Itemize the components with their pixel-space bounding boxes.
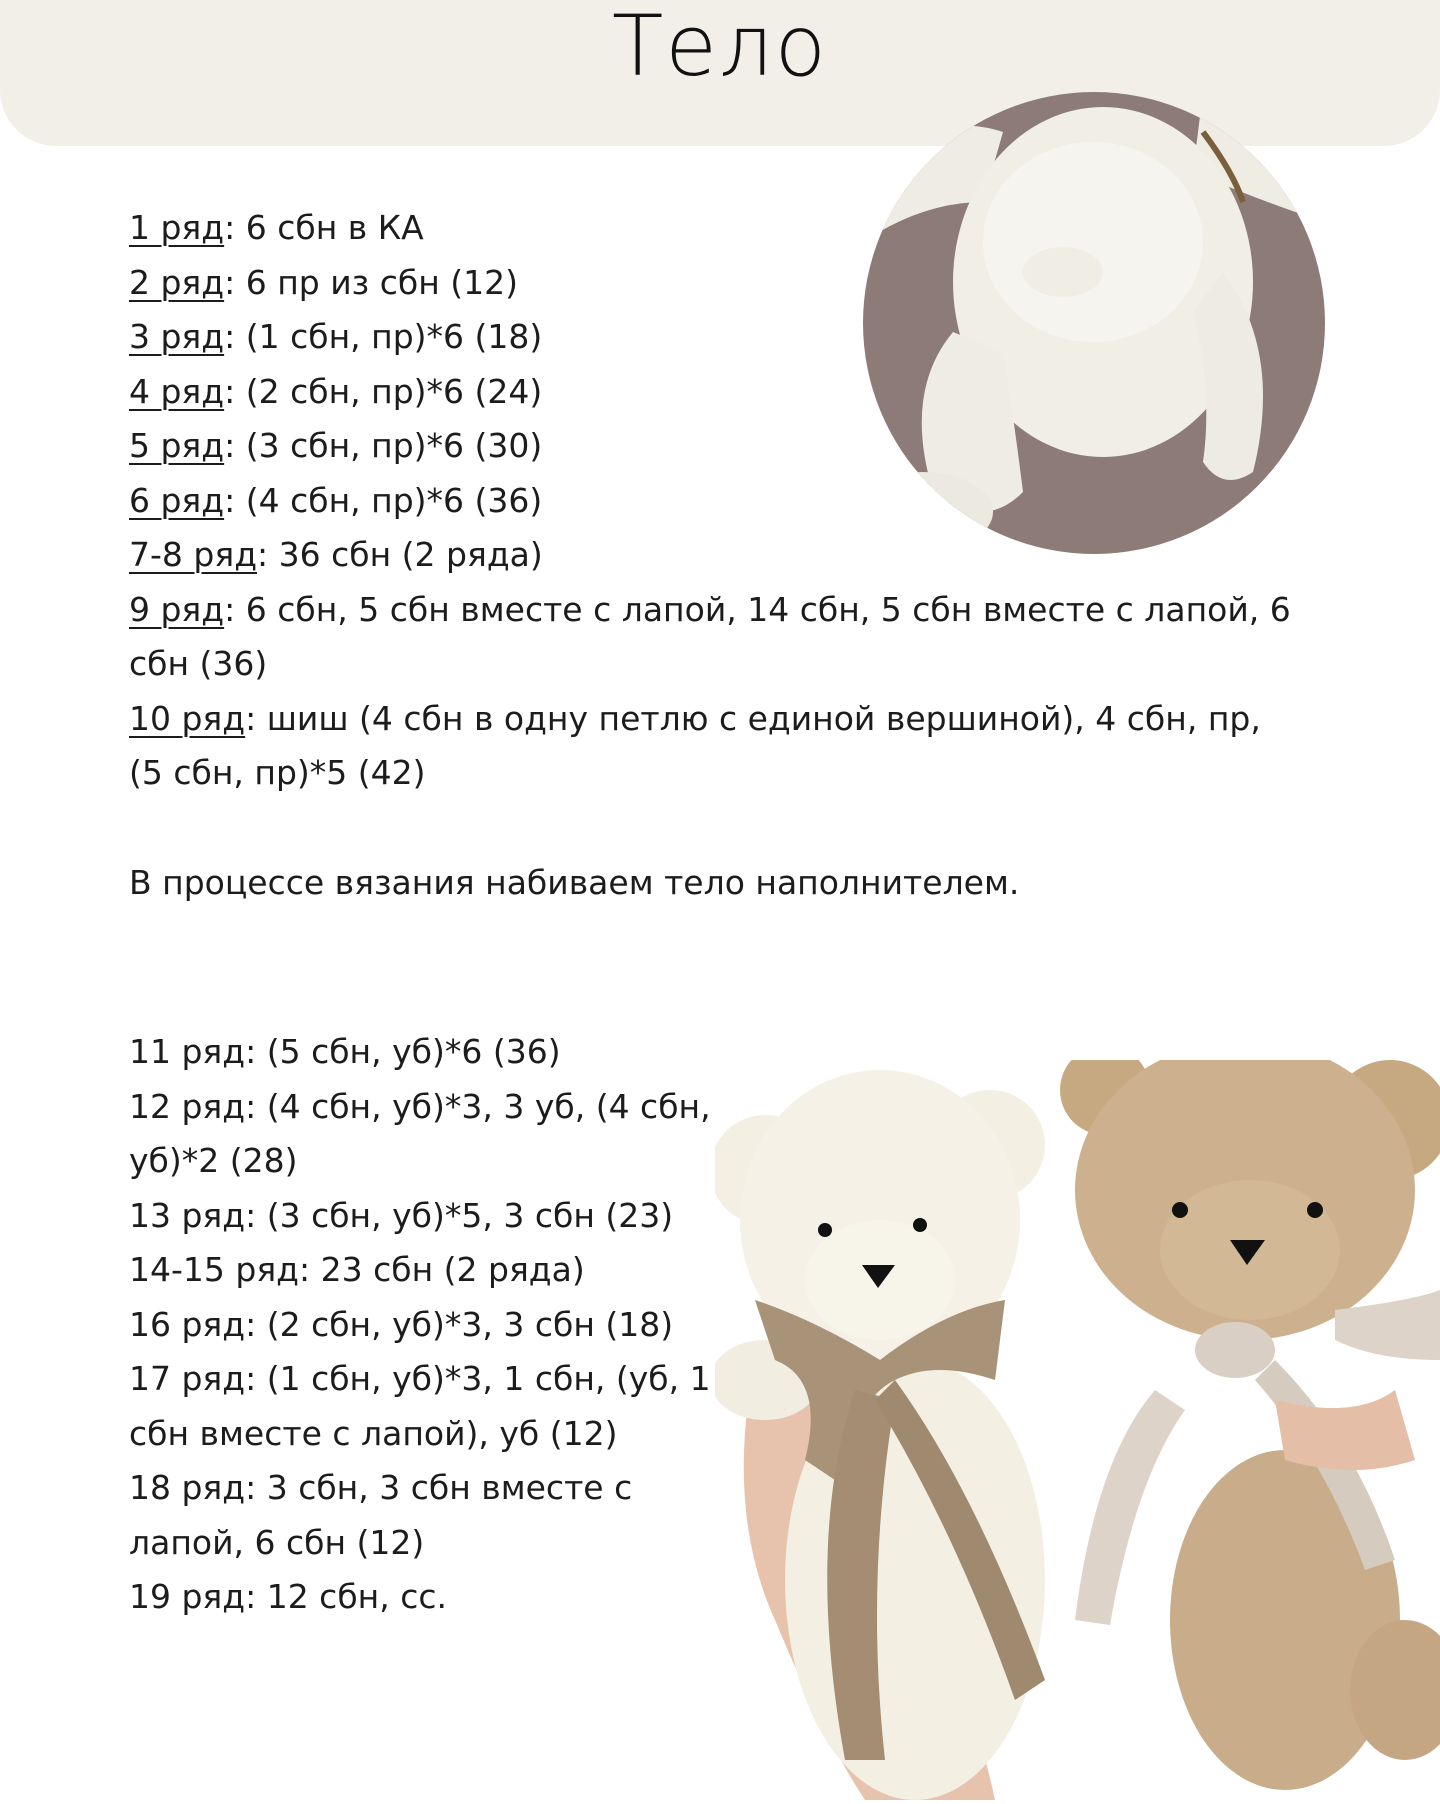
row-label: 1 ряд: [129, 208, 225, 247]
row-text: : 6 сбн в КА: [224, 208, 424, 247]
bears-photo: [715, 1060, 1440, 1800]
row-line: [129, 419, 1329, 474]
row-label: 5 ряд: [129, 426, 225, 465]
row-text: : (3 сбн, пр)*6 (30): [224, 426, 543, 465]
row-line-continued: сбн (36): [129, 644, 268, 683]
row-label: 2 ряд: [129, 262, 225, 302]
rows-top: [129, 201, 1329, 801]
row-line: [129, 692, 1329, 747]
row-line: сбн вместе с лапой), уб (12): [129, 1413, 618, 1453]
row-line: 17 ряд: (1 сбн, уб)*3, 1 сбн, (уб, 1: [129, 1359, 711, 1398]
row-label: 7-8 ряд: [129, 535, 258, 574]
row-line: [129, 528, 1329, 583]
row-line: [129, 201, 1329, 256]
row-line: лапой, 6 сбн (12): [129, 1522, 425, 1562]
row-text: : шиш (4 сбн в одну петлю с единой вершиной), 4 сбн, пр,: [245, 698, 1261, 738]
row-text: : (2 сбн, пр)*6 (24): [224, 371, 543, 411]
row-line: [129, 365, 1329, 420]
row-text: : 6 сбн, 5 сбн вместе с лапой, 14 сбн, 5 сбн вместе с лапой, 6: [224, 589, 1291, 629]
row-line: [129, 310, 1329, 365]
row-line-continued: (5 сбн, пр)*5 (42): [129, 753, 426, 792]
row-line: 13 ряд: (3 сбн, уб)*5, 3 сбн (23): [129, 1195, 674, 1235]
row-line: 18 ряд: 3 сбн, 3 сбн вместе с: [129, 1468, 633, 1507]
row-line: 16 ряд: (2 сбн, уб)*3, 3 сбн (18): [129, 1304, 674, 1344]
row-line: [129, 474, 1329, 529]
row-label: 6 ряд: [129, 480, 225, 520]
row-line: 12 ряд: (4 сбн, уб)*3, 3 уб, (4 сбн,: [129, 1086, 711, 1126]
row-text: : 36 сбн (2 ряда): [257, 535, 543, 574]
row-line: 11 ряд: (5 сбн, уб)*6 (36): [129, 1032, 561, 1071]
row-line: 14-15 ряд: 23 сбн (2 ряда): [129, 1250, 585, 1289]
row-label: 10 ряд: [129, 698, 246, 738]
row-text: : (1 сбн, пр)*6 (18): [224, 317, 543, 356]
row-line: [129, 256, 1329, 311]
row-label: 3 ряд: [129, 317, 225, 356]
row-text: : (4 сбн, пр)*6 (36): [224, 480, 543, 520]
row-text: : 6 пр из сбн (12): [224, 262, 518, 302]
rows-bottom: [129, 1025, 749, 1625]
page-title: Тело: [611, 0, 829, 95]
row-line: 19 ряд: 12 сбн, сс.: [129, 1577, 448, 1616]
row-label: 4 ряд: [129, 371, 225, 411]
row-line: [129, 583, 1329, 638]
row-label: 9 ряд: [129, 589, 225, 629]
row-line: уб)*2 (28): [129, 1141, 298, 1180]
stuffing-note: В процессе вязания набиваем тело наполнителем.: [129, 863, 1020, 902]
